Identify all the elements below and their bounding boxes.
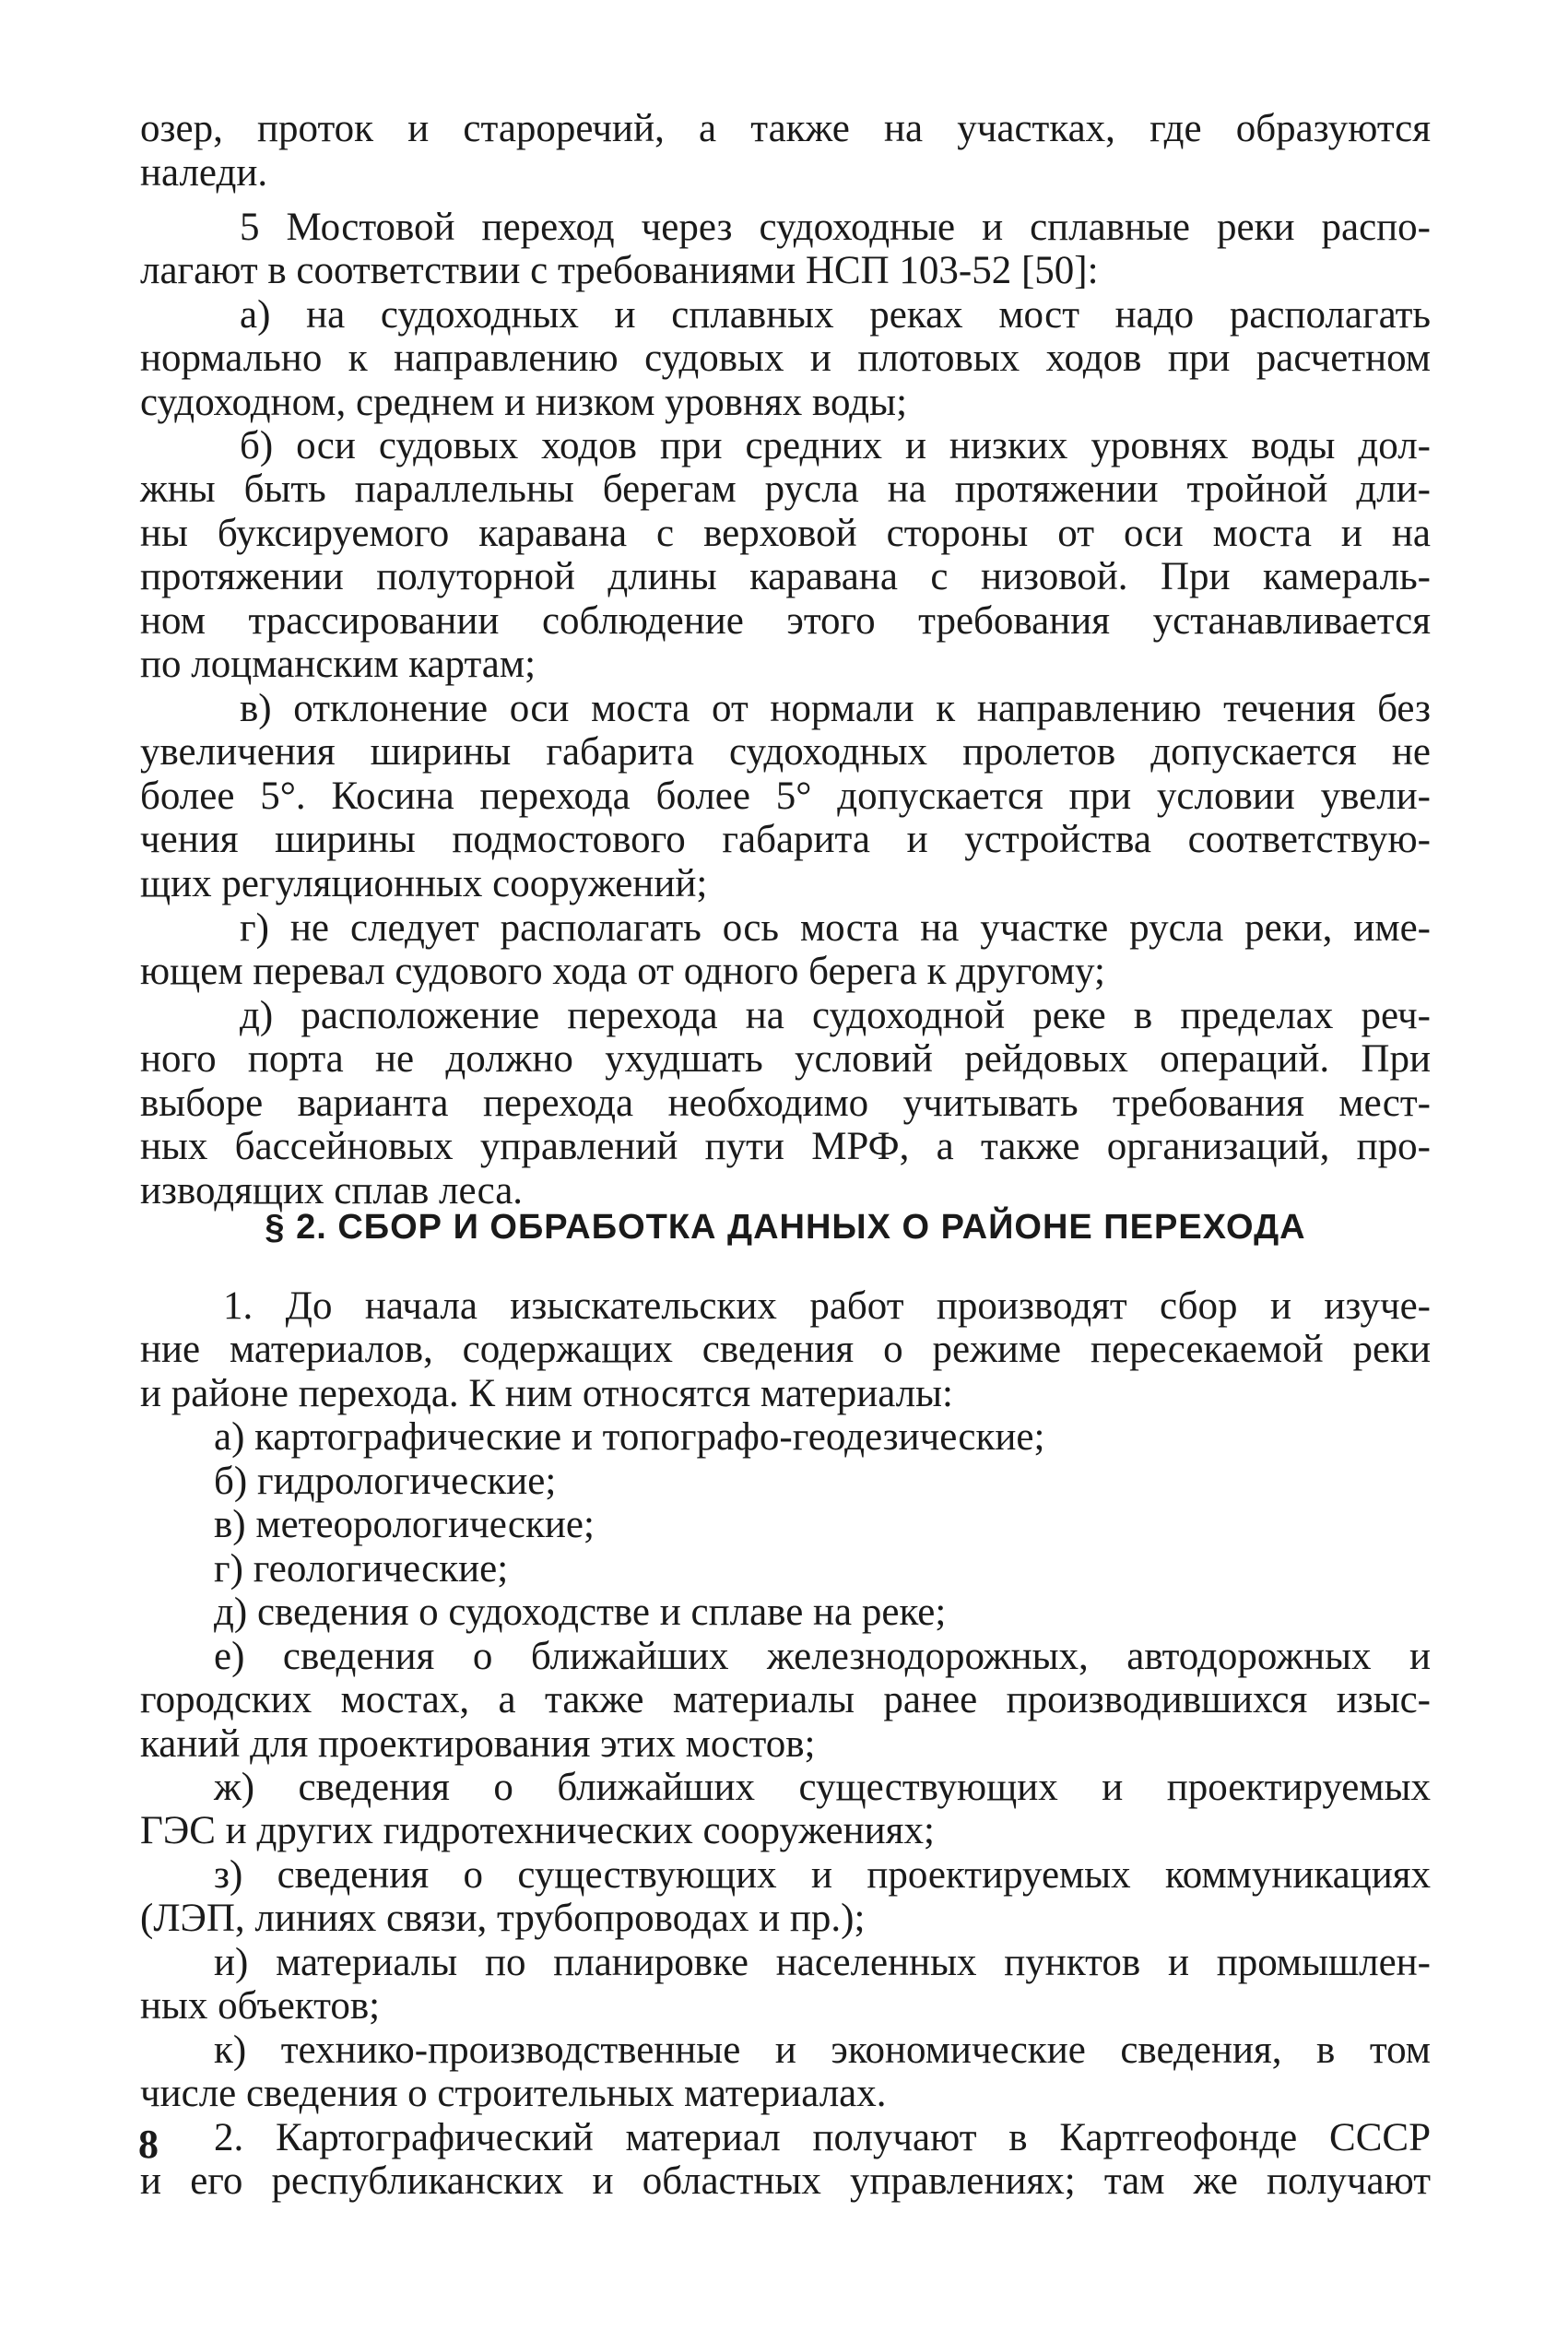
section-paragraph-2 (140, 2116, 1431, 2160)
list-item-v (140, 687, 1431, 731)
text-line: каний для проектирования этих мостов; (140, 1721, 816, 1766)
text-line: ние материалов, содержащих сведения о режиме пересекаемой реки (140, 1328, 1431, 1371)
list-item-g-cont (140, 950, 1431, 994)
list-item: а) картографические и топографо-геодезические; (214, 1415, 1045, 1459)
text-line: ны буксируемого каравана с верховой стороны от оси моста и на (140, 511, 1431, 555)
text-line: городских мостах, а также материалы ранее производившихся изыс- (140, 1678, 1431, 1721)
list-item-d-cont (140, 1037, 1431, 1212)
list-item-k-cont (140, 2072, 1431, 2116)
list-item: г) геологические; (214, 1546, 509, 1591)
materials-list (140, 1415, 1431, 1635)
list-item-g (140, 906, 1431, 951)
text-line: г) не следует располагать ось моста на участке русла реки, име- (240, 906, 1431, 950)
list-item-z (140, 1853, 1431, 1898)
text-line: числе сведения о строительных материалах. (140, 2072, 887, 2115)
list-item-i-cont (140, 1984, 1431, 2028)
text-line: (ЛЭП, линиях связи, трубопроводах и пр.); (140, 1897, 866, 1940)
text-line: жны быть параллельны берегам русла на протяжении тройной дли- (140, 467, 1431, 511)
list-item-zh-cont (140, 1809, 1431, 1853)
text-line: б) оси судовых ходов при средних и низких уровнях воды дол- (240, 424, 1431, 467)
text-line: нормально к направлению судовых и плотовых ходов при расчетном (140, 337, 1431, 380)
list-item-a (140, 293, 1431, 337)
text-line: и районе перехода. К ним относятся материалы: (140, 1371, 953, 1415)
text-line: ющем перевал судового хода от одного берега к другому; (140, 950, 1105, 993)
text-line: а) на судоходных и сплавных реках мост надо располагать (240, 293, 1431, 337)
text-line: увеличения ширины габарита судоходных пролетов допускается не (140, 730, 1431, 774)
text-line: ГЭС и других гидротехнических сооружениях; (140, 1809, 935, 1852)
text-line: ж) сведения о ближайших существующих и проектируемых (214, 1766, 1431, 1809)
text-line: к) технико-производственные и экономические сведения, в том (214, 2028, 1431, 2072)
text-line: з) сведения о существующих и проектируемых коммуникациях (214, 1853, 1431, 1897)
text-line: изводящих сплав леса. (140, 1168, 524, 1212)
list-item-k (140, 2028, 1431, 2073)
section-paragraph-2-cont (140, 2159, 1431, 2204)
list-item-v-cont (140, 730, 1431, 905)
text-line: наледи. (140, 150, 268, 195)
text-line: более 5°. Косина перехода более 5° допускается при условии увели- (140, 774, 1431, 818)
text-line: протяжении полуторной длины каравана с низовой. При камераль- (140, 555, 1431, 598)
text-line: ном трассировании соблюдение этого требования устанавливается (140, 598, 1431, 643)
paragraph-5-cont (140, 249, 1431, 293)
text-line: щих регуляционных сооружений; (140, 861, 708, 905)
text-line: 2. Картографический материал получают в Картгеофонде СССР (214, 2116, 1431, 2159)
list-item-zh (140, 1766, 1431, 1810)
text-line: чения ширины подмостового габарита и устройства соответствую- (140, 818, 1431, 861)
list-item-b-cont (140, 467, 1431, 687)
text-line: выборе варианта перехода необходимо учитывать требования мест- (140, 1081, 1431, 1125)
text-line: 5 Мостовой переход через судоходные и сплавные реки распо- (240, 206, 1431, 249)
list-item: б) гидрологические; (214, 1459, 557, 1503)
page-number: 8 (138, 2122, 159, 2167)
section-paragraph-1-cont (140, 1328, 1431, 1415)
list-item-d (140, 994, 1431, 1038)
text-line: в) отклонение оси моста от нормали к направлению течения без (240, 687, 1431, 730)
list-item-z-cont (140, 1897, 1431, 1941)
text-line: озер, проток и староречий, а также на участках, где образуются (140, 107, 1431, 150)
text-line: и его республиканских и областных управлениях; там же получают (140, 2159, 1431, 2203)
text-line: 1. До начала изыскательских работ производят сбор и изуче- (223, 1284, 1431, 1328)
list-item-e-cont (140, 1678, 1431, 1766)
text-line: ных бассейновых управлений пути МРФ, а также организаций, про- (140, 1125, 1431, 1168)
text-line: судоходном, среднем и низком уровнях воды; (140, 380, 908, 424)
list-item-b (140, 424, 1431, 468)
list-item: в) метеорологические; (214, 1503, 595, 1546)
text-line: е) сведения о ближайших железнодорожных, автодорожных и (214, 1635, 1431, 1678)
section-heading: § 2. СБОР И ОБРАБОТКА ДАННЫХ О РАЙОНЕ ПЕРЕХОДА (265, 1208, 1306, 1247)
text-line: лагают в соответствии с требованиями НСП 103-52 [50]: (140, 249, 1099, 292)
paragraph-5 (140, 206, 1431, 250)
list-item: д) сведения о судоходстве и сплаве на реке; (214, 1591, 947, 1634)
list-item-e (140, 1635, 1431, 1679)
list-item-a-cont (140, 337, 1431, 424)
text-line: ных объектов; (140, 1984, 381, 2028)
text-line: и) материалы по планировке населенных пунктов и промышлен- (214, 1941, 1431, 1984)
section-paragraph-1 (140, 1284, 1431, 1329)
text-line: д) расположение перехода на судоходной реке в пределах реч- (240, 994, 1431, 1037)
list-item-i (140, 1941, 1431, 1985)
intro-paragraph (140, 107, 1431, 195)
text-line: ного порта не должно ухудшать условий рейдовых операций. При (140, 1037, 1431, 1081)
text-line: по лоцманским картам; (140, 643, 536, 686)
